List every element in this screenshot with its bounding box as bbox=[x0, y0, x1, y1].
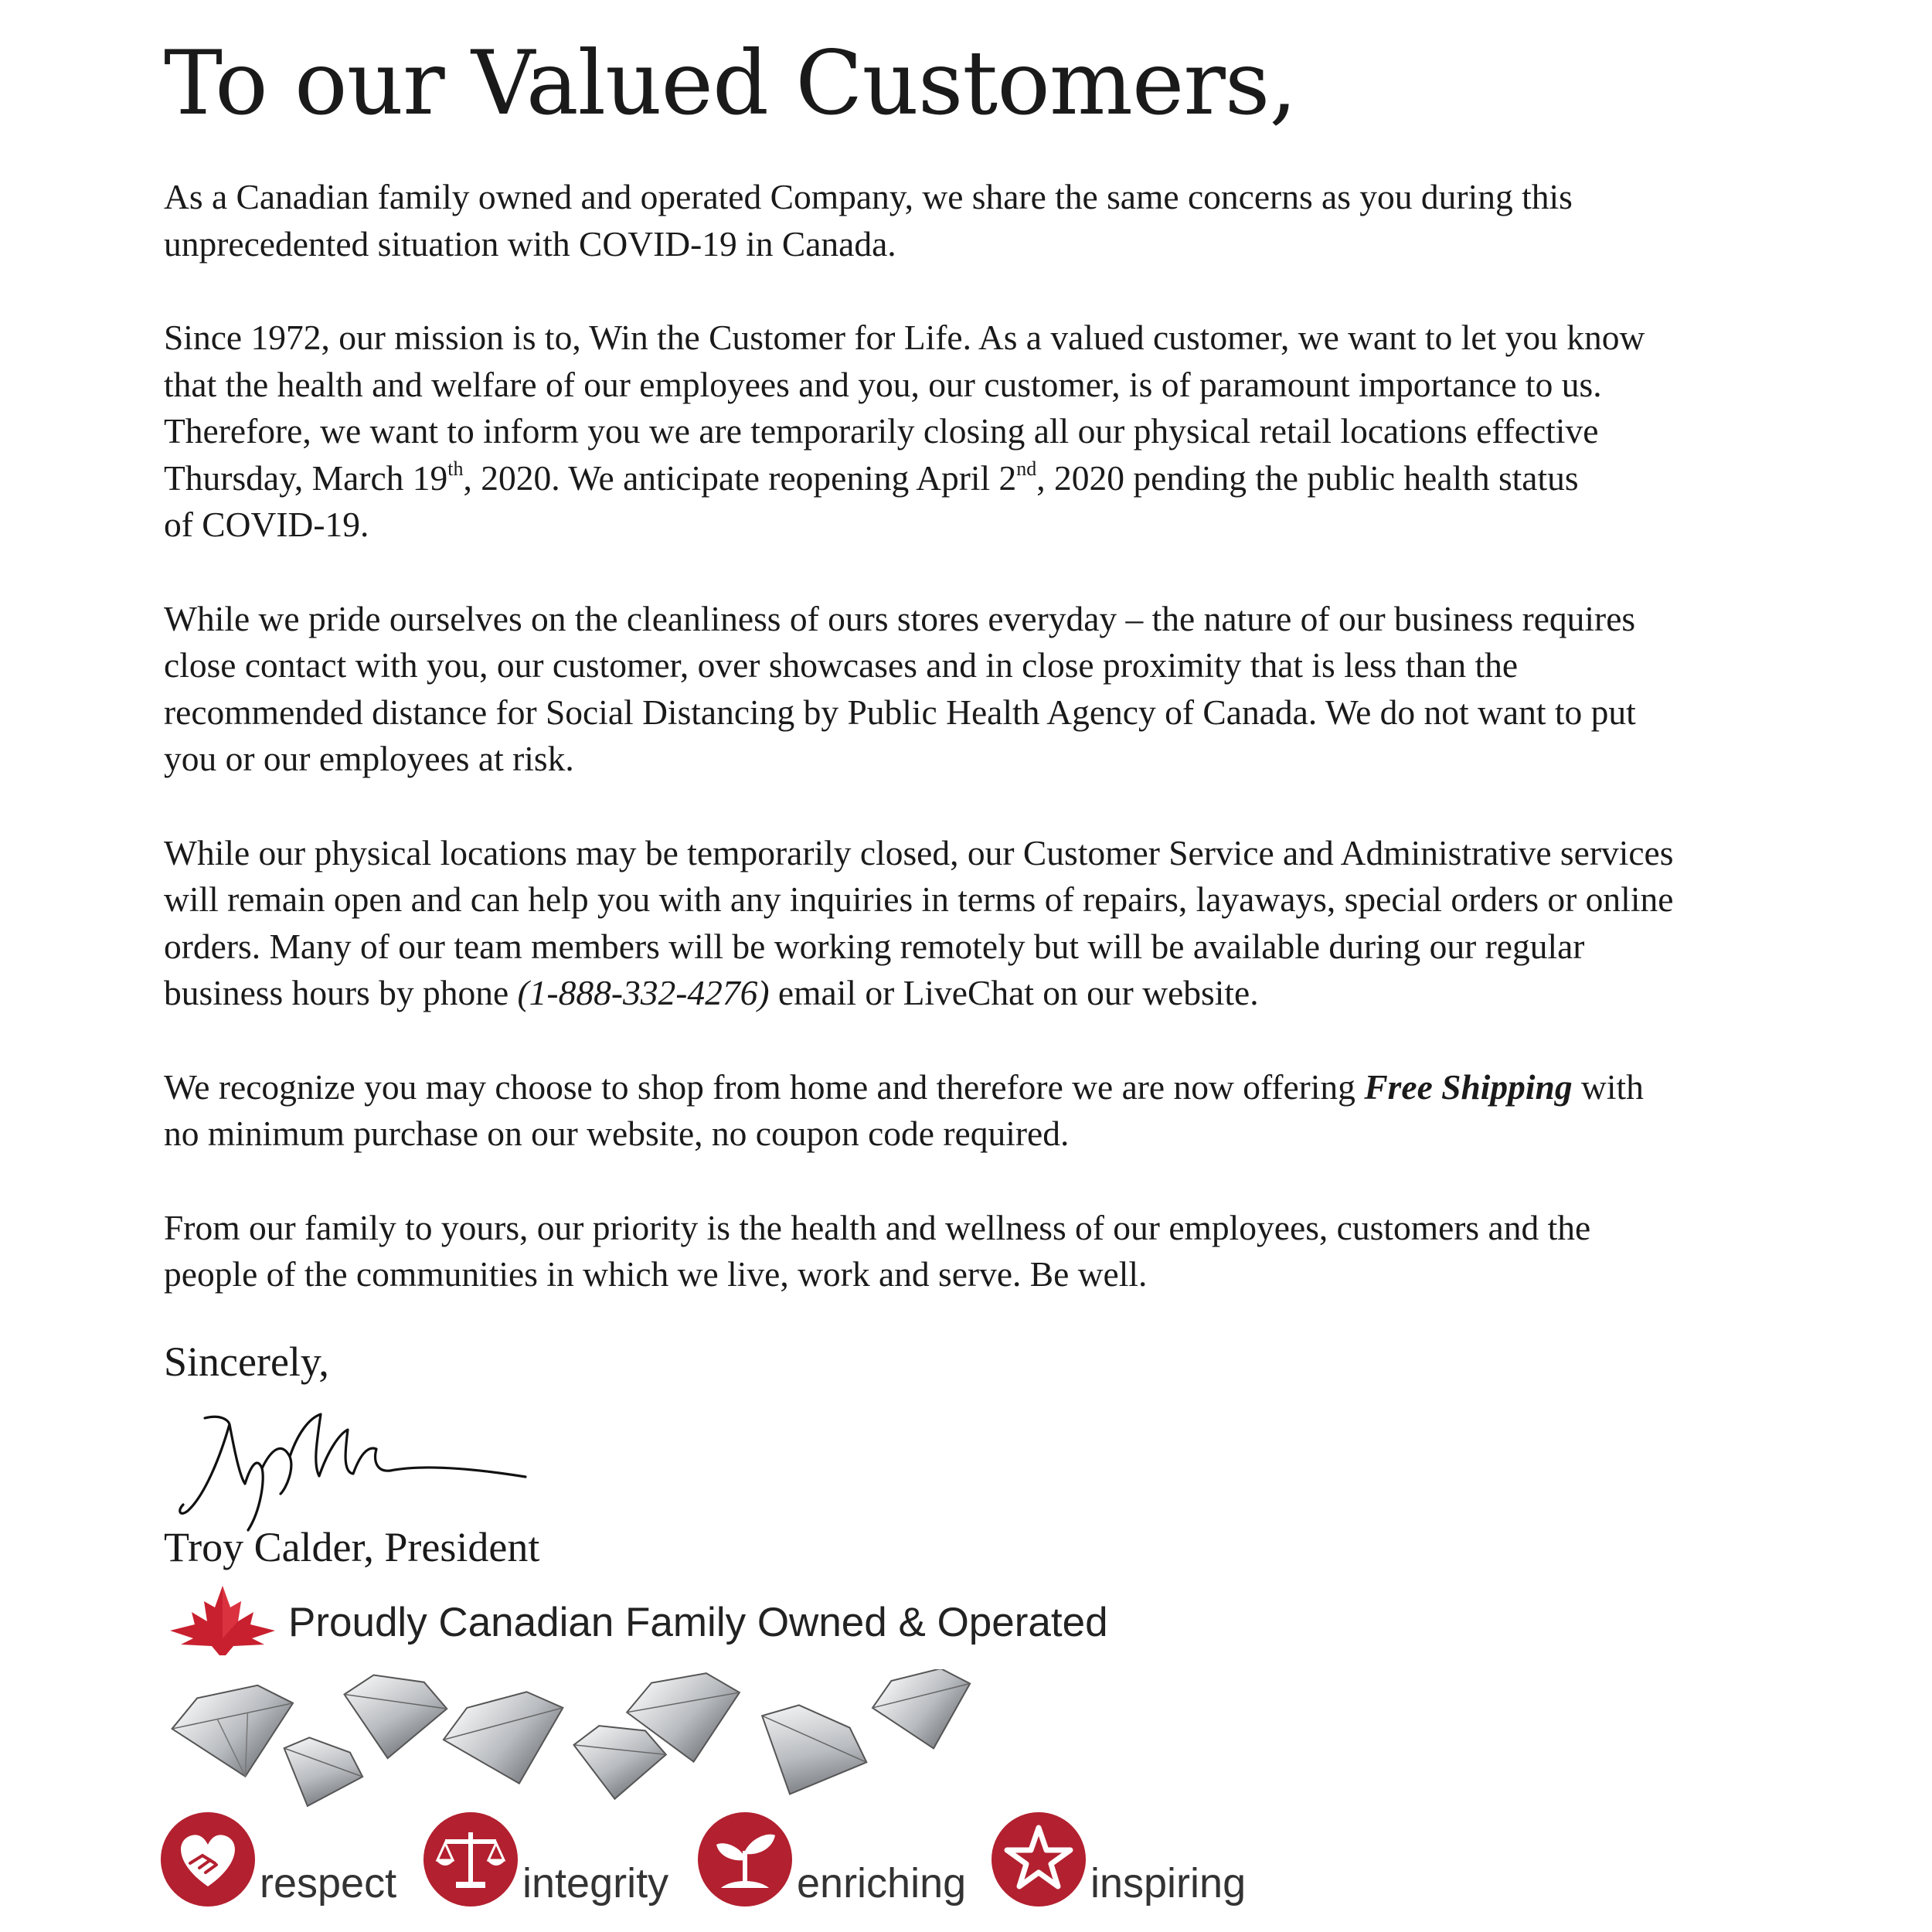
paragraph-closing-notice bbox=[164, 315, 1818, 549]
value-label: respect bbox=[260, 1860, 397, 1906]
contact-options-text: email or LiveChat on our website. bbox=[769, 973, 1259, 1012]
value-badge bbox=[423, 1812, 518, 1906]
reopening-text: , 2020. We anticipate reopening April 2 bbox=[463, 457, 1017, 498]
heart-handshake-icon bbox=[161, 1812, 255, 1906]
phone-number: (1-888-332-4276) bbox=[517, 973, 770, 1012]
diamond-icon bbox=[336, 1672, 450, 1766]
maple-leaf-icon bbox=[168, 1584, 277, 1655]
text-line: close contact with you, our customer, over showcases and in close proximity that is less than the bbox=[164, 645, 1519, 685]
text-line: no minimum purchase on our website, no coupon code required. bbox=[164, 1114, 1070, 1153]
value-label: integrity bbox=[522, 1860, 669, 1906]
phone-intro-text: business hours by phone bbox=[164, 973, 518, 1012]
value-badge bbox=[161, 1812, 255, 1906]
company-values bbox=[161, 1812, 1281, 1913]
letter-title: To our Valued Customers, bbox=[164, 32, 1297, 134]
diamond-icon bbox=[268, 1731, 369, 1816]
ordinal-suffix: th bbox=[447, 457, 464, 480]
diamond-icon bbox=[167, 1679, 306, 1790]
text-line: orders. Many of our team members will be working remotely but will be available during our regular bbox=[164, 926, 1585, 966]
text-line: Therefore, we want to inform you we are temporarily closing all our physical retail locations effective bbox=[164, 411, 1599, 451]
diamond-icon bbox=[737, 1693, 876, 1816]
value-label: enriching bbox=[797, 1860, 967, 1906]
diamond-icon bbox=[569, 1723, 668, 1804]
closing-salutation: Sincerely, bbox=[164, 1338, 329, 1385]
text-line: As a Canadian family owned and operated Company, we share the same concerns as you during this bbox=[164, 177, 1573, 216]
status-text: , 2020 pending the public health status bbox=[1036, 457, 1579, 498]
sprout-icon bbox=[698, 1812, 792, 1906]
text-line: people of the communities in which we live, work and serve. Be well. bbox=[164, 1254, 1148, 1294]
text-line: recommended distance for Social Distancing by Public Health Agency of Canada. We do not want to put bbox=[164, 692, 1636, 732]
diamond-icon bbox=[867, 1669, 983, 1760]
paragraph-cleanliness bbox=[164, 596, 1818, 783]
text-line: unprecedented situation with COVID-19 in Canada. bbox=[164, 223, 896, 264]
paragraph-free-shipping bbox=[164, 1064, 1818, 1158]
text-line: While we pride ourselves on the cleanliness of ours stores everyday – the nature of our business requires bbox=[164, 598, 1636, 638]
text-line-phone bbox=[164, 970, 1818, 1017]
diamond-icon bbox=[437, 1684, 580, 1800]
diamonds-image bbox=[158, 1669, 993, 1816]
closing-date-text: Thursday, March 19 bbox=[164, 457, 448, 498]
text-line: Since 1972, our mission is to, Win the Customer for Life. As a valued customer, we want to let you know bbox=[164, 318, 1645, 357]
text-line: you or our employees at risk. bbox=[164, 739, 574, 778]
text-line: will remain open and can help you with any inquiries in terms of repairs, layaways, special orders or online bbox=[164, 879, 1674, 919]
letter-body bbox=[164, 174, 1818, 1298]
text-line: of COVID-19. bbox=[164, 505, 369, 544]
signer-name: Troy Calder, President bbox=[164, 1524, 540, 1570]
text-line: While our physical locations may be temporarily closed, our Customer Service and Administrative services bbox=[164, 832, 1674, 872]
tagline-text: Proudly Canadian Family Owned & Operated bbox=[288, 1600, 1108, 1645]
paragraph-customer-service bbox=[164, 830, 1818, 1017]
shipping-intro-text: We recognize you may choose to shop from home and therefore we are now offering bbox=[164, 1066, 1365, 1107]
text-line: that the health and welfare of our employees and you, our customer, is of paramount importance to us. bbox=[164, 364, 1602, 404]
text-line-shipping bbox=[164, 1064, 1818, 1111]
paragraph-concerns bbox=[164, 174, 1818, 267]
shipping-tail-text: with bbox=[1572, 1066, 1644, 1107]
value-badge bbox=[992, 1812, 1086, 1906]
paragraph-farewell bbox=[164, 1205, 1818, 1298]
text-line: From our family to yours, our priority is the health and wellness of our employees, customers and the bbox=[164, 1207, 1591, 1247]
free-shipping-emphasis: Free Shipping bbox=[1364, 1066, 1573, 1107]
scales-icon bbox=[423, 1812, 518, 1906]
star-icon bbox=[992, 1812, 1086, 1906]
value-badge bbox=[698, 1812, 792, 1906]
text-line-dates bbox=[164, 455, 1818, 502]
tagline-row bbox=[168, 1584, 1173, 1654]
ordinal-suffix: nd bbox=[1016, 457, 1037, 480]
value-label: inspiring bbox=[1090, 1860, 1247, 1906]
